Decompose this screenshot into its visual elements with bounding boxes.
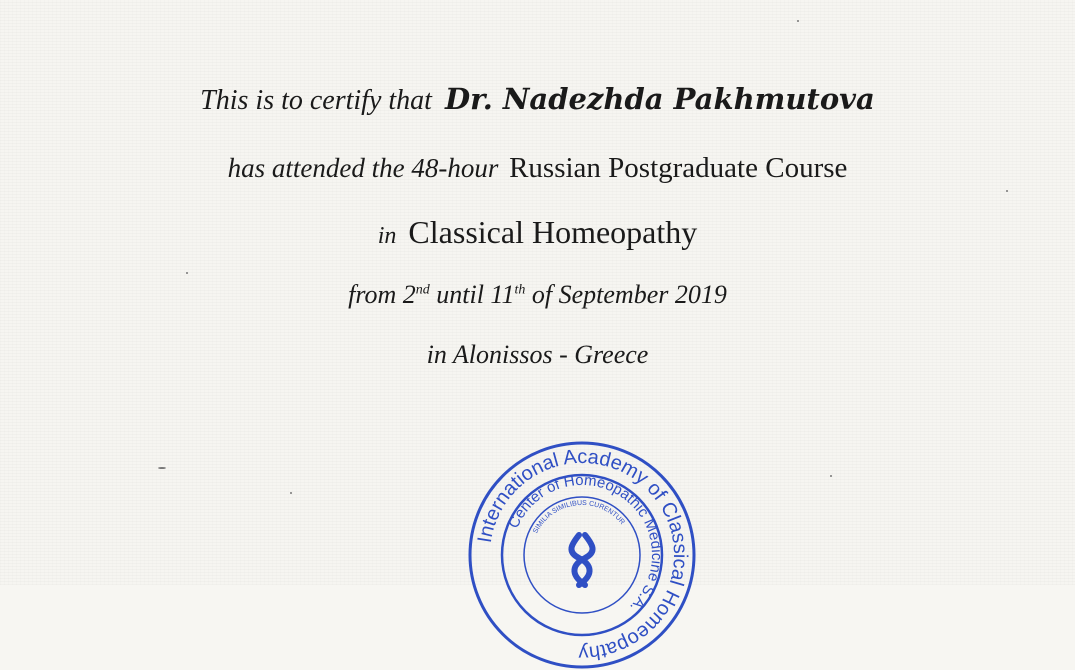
location-line <box>0 340 1075 370</box>
certify-line <box>0 82 1075 117</box>
course-name: Russian Postgraduate Course <box>509 152 848 184</box>
subject-name: Classical Homeopathy <box>408 214 698 250</box>
in-word: in <box>377 223 397 249</box>
start-suffix: nd <box>415 282 430 298</box>
paper-speck <box>797 20 799 22</box>
paper-speck <box>158 467 166 469</box>
location-text: in Alonissos - Greece <box>426 340 649 369</box>
from-text: from 2 <box>348 280 416 309</box>
date-line <box>0 280 1075 310</box>
seal-inner-text: Center of Homeopathic Medicine S.A. <box>505 471 666 616</box>
attended-text: has attended the 48-hour <box>227 153 499 183</box>
subject-line <box>0 214 1075 251</box>
paper-speck <box>186 272 188 274</box>
attendance-line <box>0 152 1075 185</box>
paper-speck <box>290 492 292 494</box>
month-year-text: of September 2019 <box>531 280 727 309</box>
seal-motto: SIMILIA SIMILIBUS CURENTUR <box>532 499 626 535</box>
intro-text: This is to certify that <box>200 85 432 116</box>
end-suffix: th <box>514 282 526 298</box>
until-text: until 11 <box>436 280 515 309</box>
academy-seal <box>467 440 697 670</box>
paper-speck <box>1006 190 1008 192</box>
seal-outer-text: International Academy of Classical Homeopathy <box>473 445 692 665</box>
paper-speck <box>830 475 832 477</box>
seal-emblem-icon <box>571 535 592 585</box>
recipient-name: Dr. Nadezhda Pakhmutova <box>444 82 875 116</box>
